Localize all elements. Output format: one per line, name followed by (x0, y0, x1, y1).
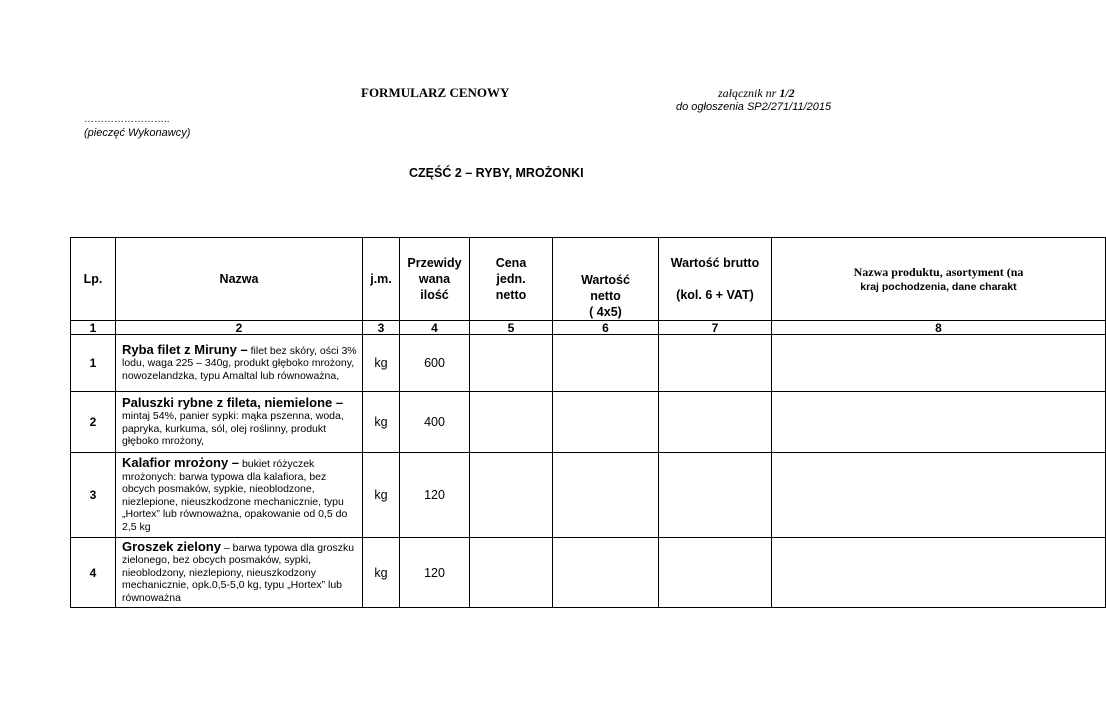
header-quantity-l2: wana (418, 272, 451, 286)
header-product-l1: Nazwa produktu, asortyment (na (853, 265, 1024, 279)
table-row (71, 335, 1106, 392)
header-net-l2: netto (590, 289, 621, 303)
product-name-bold: Ryba filet z Miruny – (122, 341, 248, 357)
header-quantity-l1: Przewidy (407, 256, 462, 270)
product-description: bukiet różyczek mrożonych: barwa typowa dla kalafiora, bez obcych posmaków, sypkie, nieoblodzone, niezlepione, nieuszkodzone mechanicznie, typu „Hortex” lub równoważna, opakowanie od 0,5 do 2,5 kg (122, 458, 348, 533)
header-gross-l2: (kol. 6 + VAT) (676, 288, 754, 302)
product-description: mintaj 54%, panier sypki: mąka pszenna, woda, papryka, kurkuma, sól, olej roślinny, produkt głęboko mrożony, (122, 410, 344, 447)
row-unit: kg (363, 453, 400, 538)
row-name (116, 335, 363, 392)
row-quantity: 600 (400, 335, 470, 392)
column-number: 6 (553, 321, 659, 335)
column-number: 1 (71, 321, 116, 335)
row-name (116, 392, 363, 453)
row-lp: 3 (71, 453, 116, 538)
product-name-bold: Groszek zielony (122, 538, 221, 554)
row-gross-value-cell[interactable] (659, 538, 772, 608)
header-product-l2: kraj pochodzenia, dane charakt (860, 281, 1017, 293)
header-unit: j.m. (363, 238, 400, 321)
column-number: 7 (659, 321, 772, 335)
header-gross-value (659, 238, 772, 321)
column-number: 4 (400, 321, 470, 335)
row-lp: 1 (71, 335, 116, 392)
row-quantity: 400 (400, 392, 470, 453)
attachment-prefix: załącznik nr (718, 86, 777, 100)
row-unit-price-cell[interactable] (470, 335, 553, 392)
row-name (116, 538, 363, 608)
row-unit: kg (363, 392, 400, 453)
column-number: 2 (116, 321, 363, 335)
stamp-label: (pieczęć Wykonawcy) (84, 127, 191, 139)
row-product-name-cell[interactable] (772, 392, 1106, 453)
row-unit-price-cell[interactable] (470, 453, 553, 538)
announcement-reference: do ogłoszenia SP2/271/11/2015 (676, 101, 832, 113)
header-lp: Lp. (71, 238, 116, 321)
column-number: 3 (363, 321, 400, 335)
row-unit: kg (363, 335, 400, 392)
row-product-name-cell[interactable] (772, 335, 1106, 392)
header-net-value (553, 238, 659, 321)
row-gross-value-cell[interactable] (659, 335, 772, 392)
row-lp: 2 (71, 392, 116, 453)
row-net-value-cell[interactable] (553, 453, 659, 538)
product-description: filet bez skóry, ości 3% lodu, waga 225 – 340g, produkt głęboko mrożony, nowozelandzka, typu Amaltal lub równoważna, (122, 344, 357, 382)
table-row (71, 538, 1106, 608)
table-header-row (71, 238, 1106, 321)
row-unit: kg (363, 538, 400, 608)
row-product-name-cell[interactable] (772, 538, 1106, 608)
header-price-l1: Cena (495, 256, 527, 270)
part-title: CZĘŚĆ 2 – RYBY, MROŻONKI (409, 166, 584, 180)
row-quantity: 120 (400, 538, 470, 608)
header-unit-price (470, 238, 553, 321)
header-price-l3: netto (495, 288, 527, 302)
column-numbers-row (71, 321, 1106, 335)
row-unit-price-cell[interactable] (470, 538, 553, 608)
column-number: 8 (772, 321, 1106, 335)
row-name (116, 453, 363, 538)
price-form-table (70, 237, 1106, 608)
row-gross-value-cell[interactable] (659, 392, 772, 453)
row-quantity: 120 (400, 453, 470, 538)
row-net-value-cell[interactable] (553, 392, 659, 453)
table-row (71, 392, 1106, 453)
product-name-bold: Kalafior mrożony – (122, 455, 240, 470)
row-unit-price-cell[interactable] (470, 392, 553, 453)
form-title: FORMULARZ CENOWY (361, 85, 510, 100)
column-number: 5 (470, 321, 553, 335)
header-product-name (772, 238, 1106, 321)
header-price-l2: jedn. (496, 272, 526, 286)
row-gross-value-cell[interactable] (659, 453, 772, 538)
header-net-l1: Wartość (581, 273, 630, 287)
product-description: – barwa typowa dla groszku zielonego, bez obcych posmaków, sypki, nieoblodzony, niezlepiony, nieuszkodzony mechanicznie, opk.0,5-5,0 kg, typu „Hortex” lub równoważna (122, 541, 355, 604)
table-row (71, 453, 1106, 538)
header-name: Nazwa (116, 238, 363, 321)
stamp-dots: …………………….. (84, 114, 170, 125)
row-lp: 4 (71, 538, 116, 608)
header-quantity-l3: ilość (420, 288, 449, 302)
header-quantity (400, 238, 470, 321)
row-net-value-cell[interactable] (553, 335, 659, 392)
row-product-name-cell[interactable] (772, 453, 1106, 538)
row-net-value-cell[interactable] (553, 538, 659, 608)
header-gross-l1: Wartość brutto (670, 256, 760, 270)
product-name-bold: Paluszki rybne z fileta, niemielone – (122, 394, 344, 410)
attachment-number: 1/2 (779, 86, 795, 100)
attachment-label (718, 86, 795, 101)
price-form-table-wrapper (70, 237, 1024, 608)
header-net-l3: ( 4x5) (589, 305, 622, 319)
